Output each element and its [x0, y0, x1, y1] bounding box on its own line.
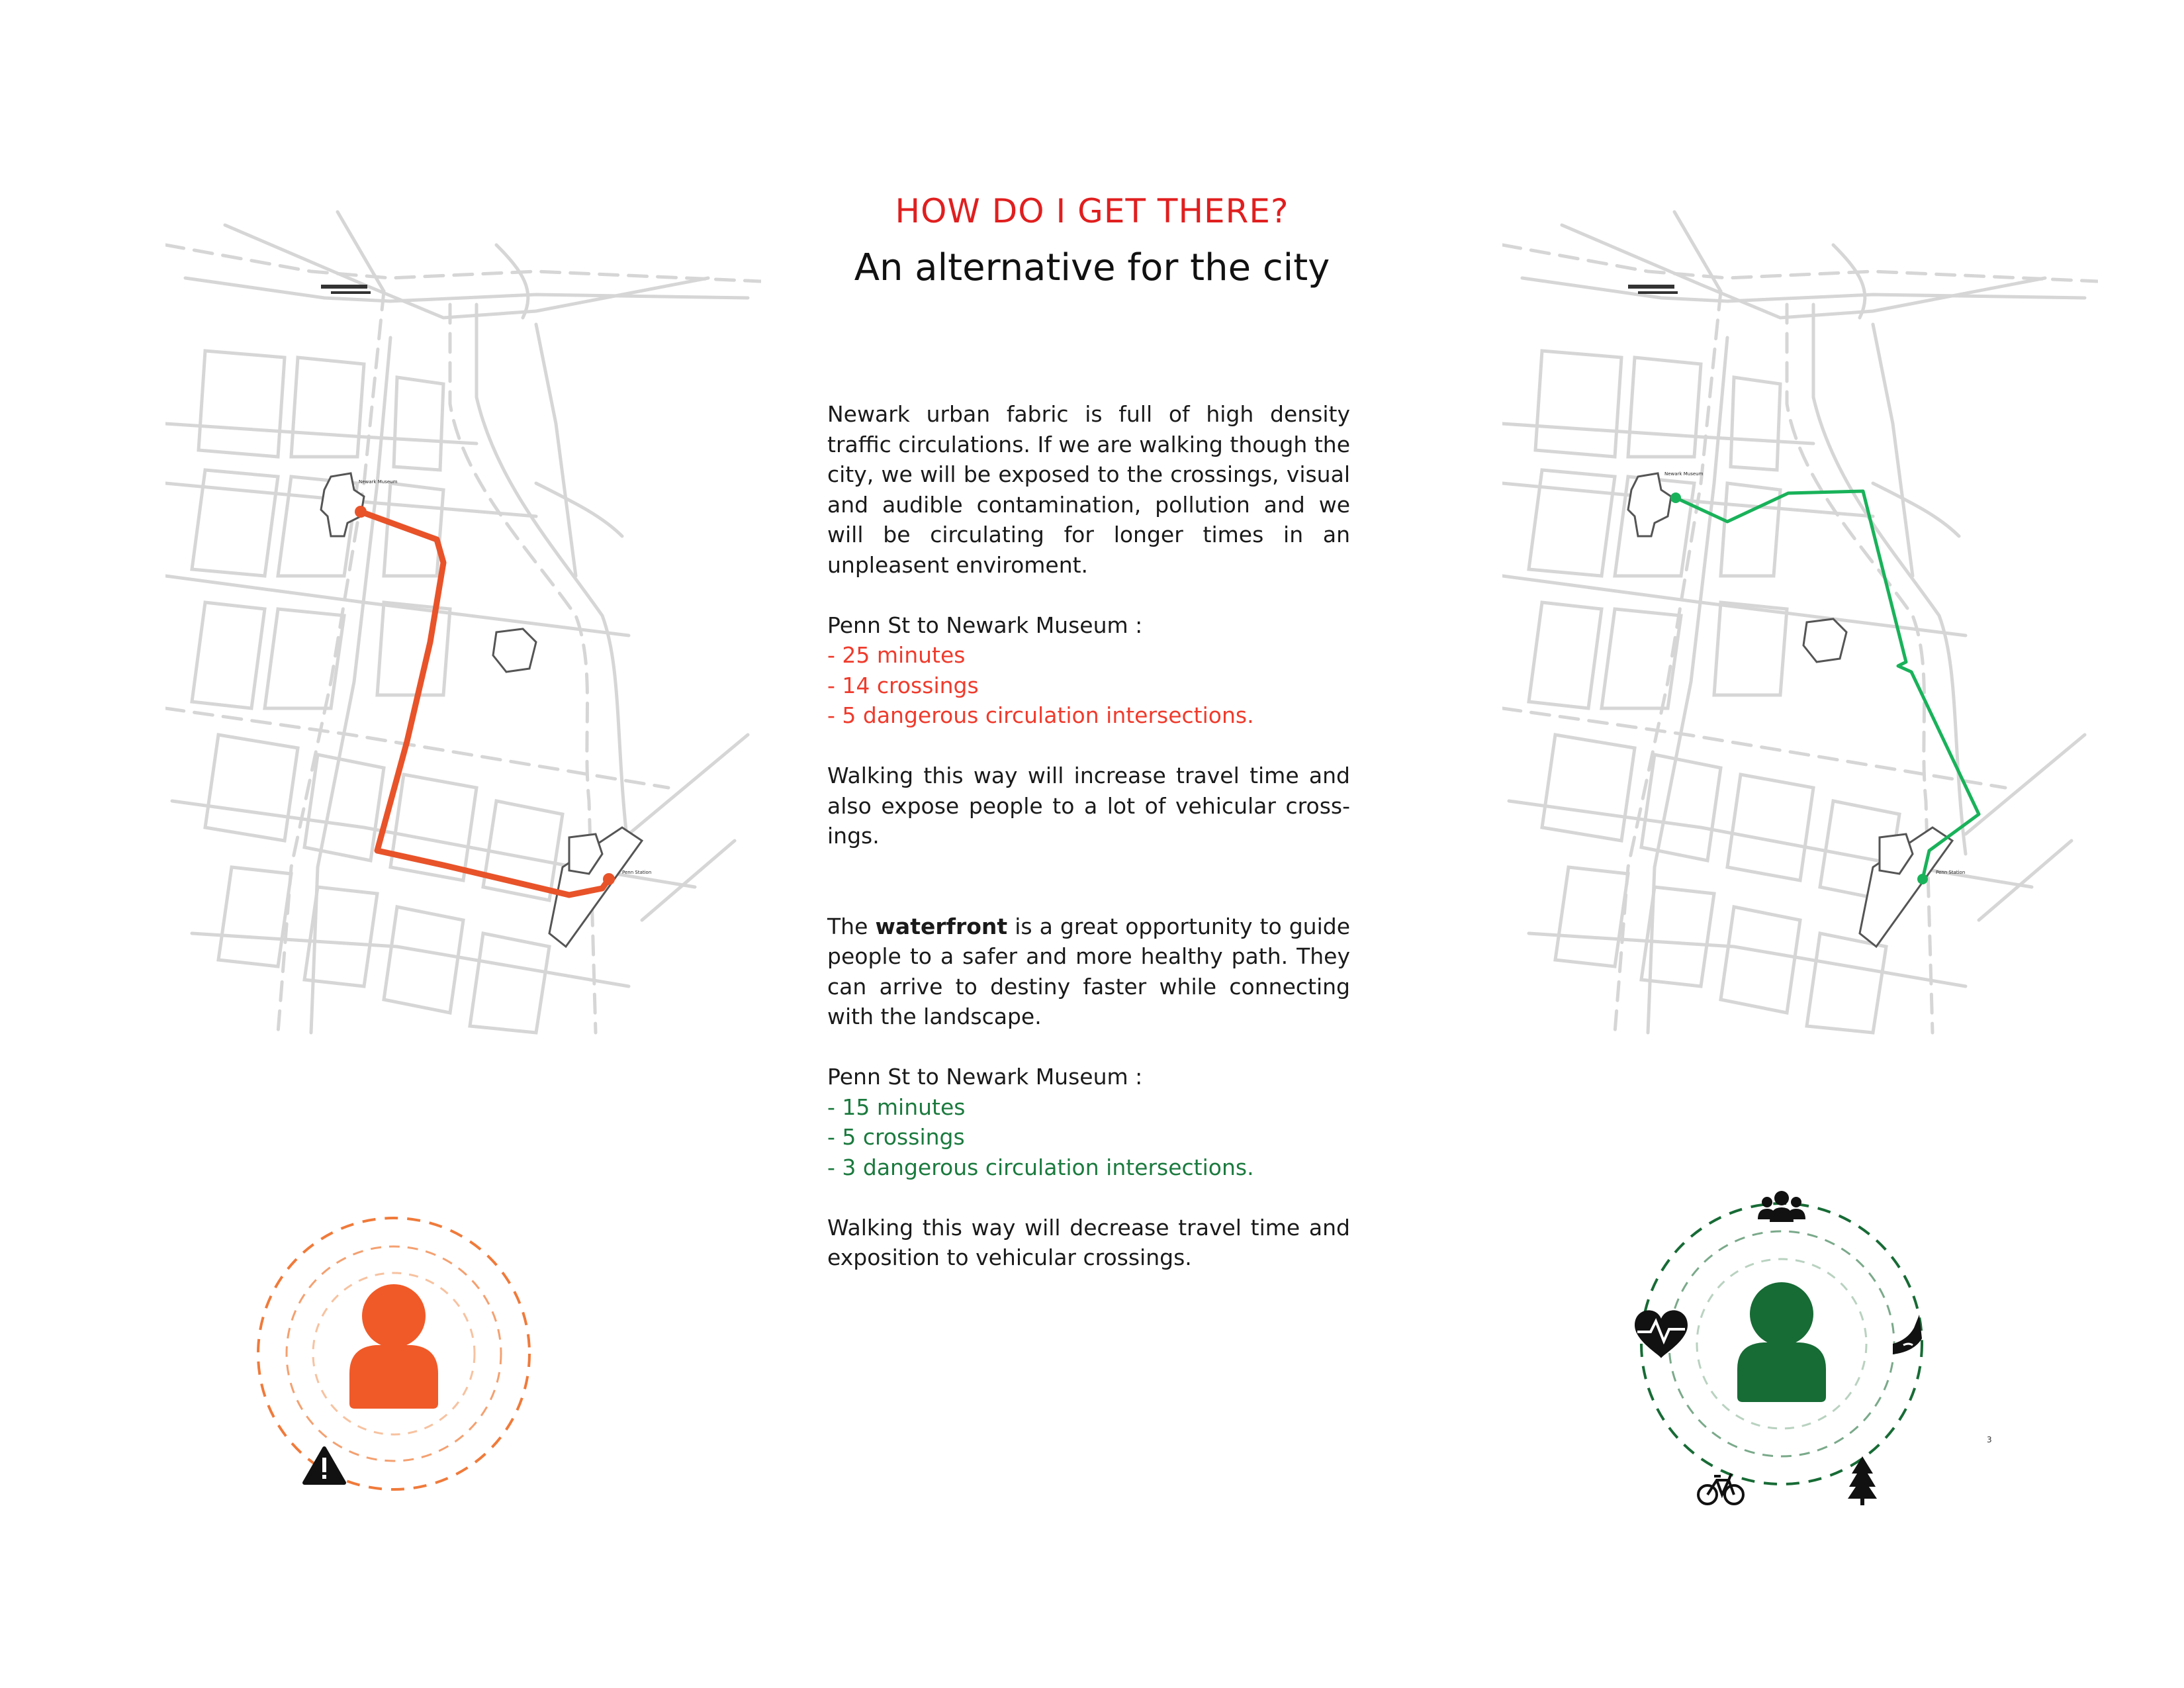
- route2-crossings: - 5 crossings: [827, 1124, 965, 1150]
- route1-heading: Penn St to Newark Museum :: [827, 612, 1143, 638]
- route2-intersections: - 3 dangerous circulation intersections.: [827, 1154, 1254, 1180]
- green-destination-marker: [1917, 874, 1928, 884]
- route1-intersections: - 5 dangerous circulation intersections.: [827, 702, 1254, 728]
- route1-conclusion: Walking this way will increase travel time and also expose people to a lot of vehicular cross-ings.: [827, 763, 1350, 849]
- person-icon: [349, 1284, 438, 1409]
- right-map-streets: [1502, 212, 2098, 1033]
- museum-label: Newark Museum: [359, 479, 398, 485]
- route1-crossings: - 14 crossings: [827, 672, 979, 698]
- left-map: [165, 205, 761, 1046]
- right-map-buildings: [1628, 473, 1952, 947]
- waterfront-paragraph: The waterfront is a great opportunity to guide people to a safer and more healthy path. They can arrive to destiny faster while connecting with the landscape.: [827, 913, 1350, 1029]
- page-subtitle: An alternative for the city: [854, 246, 1330, 289]
- left-person-diagram: [251, 1205, 543, 1496]
- right-person-diagram: [1608, 1185, 1952, 1509]
- group-icon: [1758, 1191, 1805, 1222]
- route2-time: - 15 minutes: [827, 1094, 966, 1120]
- midblock-building: [493, 629, 536, 672]
- green-origin-marker: [1670, 492, 1681, 503]
- page-title: HOW DO I GET THERE?: [895, 192, 1289, 230]
- route2-heading: Penn St to Newark Museum :: [827, 1064, 1143, 1090]
- water-icon: [1893, 1315, 1922, 1354]
- text-column: [827, 399, 1350, 1273]
- route1-time: - 25 minutes: [827, 642, 966, 668]
- origin-marker: [355, 506, 367, 518]
- warning-icon: [304, 1448, 344, 1483]
- waterfront-keyword: waterfront: [875, 913, 1008, 939]
- intro-paragraph: Newark urban fabric is full of high density traffic circulations. If we are walking though the city, we will be exposed to the crossings, visual and audible contamination, pollution and we will be circulating for longer times in an unpleasent enviroment.: [827, 401, 1350, 578]
- green-museum-label: Newark Museum: [1664, 471, 1704, 477]
- bicycle-icon: [1698, 1474, 1743, 1504]
- route2-conclusion: Walking this way will decrease travel time and exposition to vehicular crossings.: [827, 1214, 1350, 1270]
- left-map-streets: [165, 212, 761, 1033]
- station-label: Penn Station: [622, 870, 652, 875]
- right-map: [1502, 205, 2098, 1046]
- rail-marker: [321, 285, 367, 289]
- destination-marker: [603, 873, 615, 885]
- person-icon: [1737, 1282, 1826, 1402]
- green-station-label: Penn Station: [1936, 870, 1966, 875]
- page-number: 3: [1987, 1435, 1992, 1444]
